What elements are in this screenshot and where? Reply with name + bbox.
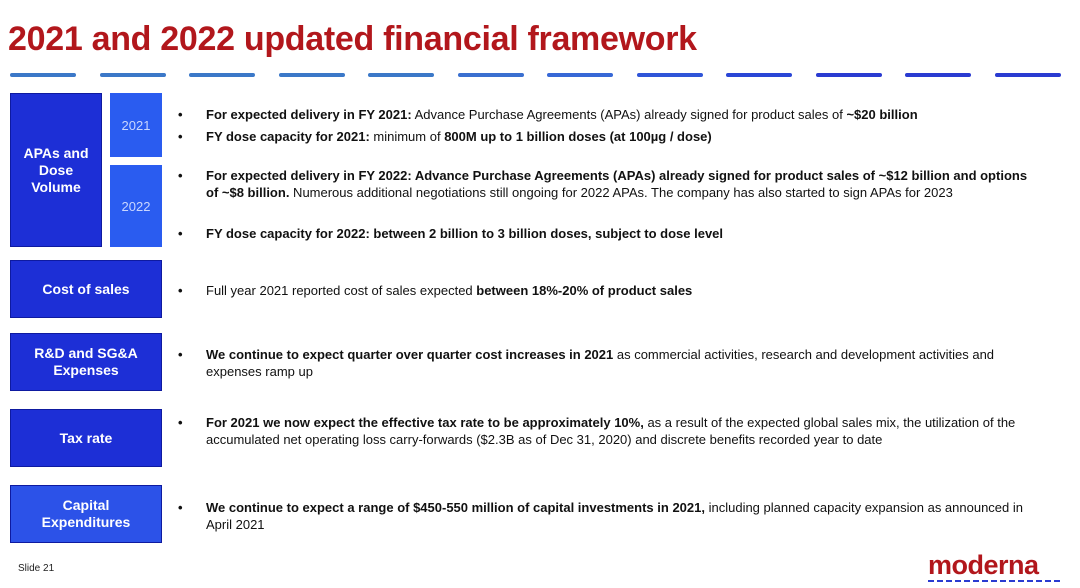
bullet-bold-text: between 18%-20% of product sales <box>476 283 693 298</box>
bullet-text: Numerous additional negotiations still ongoing for 2022 APAs. The company has also started to sign APAs for 2023 <box>289 185 953 200</box>
page-title: 2021 and 2022 updated financial framework <box>8 20 697 58</box>
bullet-bold-text: We continue to expect quarter over quarter cost increases in 2021 <box>206 347 614 362</box>
apas-dose-volume-label: APAs and Dose Volume <box>23 144 89 195</box>
bullet-glyph: • <box>178 168 183 183</box>
cost-of-sales-box <box>10 260 162 318</box>
title-dash <box>547 73 613 77</box>
apas-dose-volume-box <box>10 93 102 247</box>
bullet-glyph: • <box>178 226 183 241</box>
bullet-text: including planned capacity expansion as announced in April 2021 <box>206 500 1023 532</box>
rnd-sga-box <box>10 333 162 391</box>
title-dash <box>368 73 434 77</box>
apas-bullet-4 <box>178 225 1028 242</box>
bullet-text: minimum of <box>369 129 445 144</box>
bullet-bold-text: 800M up to 1 billion doses (at 100µg / dose) <box>444 129 712 144</box>
capital-expenditures-label: Capital Expenditures <box>41 497 131 530</box>
title-dash <box>189 73 255 77</box>
apas-bullet-1 <box>178 106 1028 123</box>
title-dash <box>637 73 703 77</box>
title-dash <box>726 73 792 77</box>
year-2021-label: 2021 <box>121 117 151 133</box>
bullet-bold-text: For 2021 we now expect the effective tax rate to be approximately 10%, <box>206 415 644 430</box>
bullet-text: as commercial activities, research and development activities and expenses ramp up <box>206 347 995 379</box>
rnd-sga-label: R&D and SG&A Expenses <box>34 345 138 378</box>
title-dash <box>100 73 166 77</box>
bullet-bold-text: For expected delivery in FY 2021: <box>206 107 412 122</box>
bullet-text: Advance Purchase Agreements (APAs) already signed for product sales of <box>411 107 847 122</box>
logo-underline-dashes <box>928 580 1060 582</box>
bullet-bold-text: ~$20 billion <box>846 107 918 122</box>
title-dash <box>279 73 345 77</box>
bullet-text: Full year 2021 reported cost of sales expected <box>206 283 477 298</box>
apas-bullet-2 <box>178 128 1028 145</box>
slide-number: Slide 21 <box>18 563 55 574</box>
cost-of-sales-label: Cost of sales <box>42 280 130 297</box>
bullet-bold-text: FY dose capacity for 2021: <box>206 129 370 144</box>
title-dash <box>10 73 76 77</box>
cost-of-sales-bullet <box>178 282 1028 299</box>
year-2021-box <box>110 93 162 157</box>
capital-expenditures-bullet <box>178 499 1028 533</box>
bullet-glyph: • <box>178 415 183 430</box>
title-dash <box>905 73 971 77</box>
bullet-text: as a result of the expected global sales mix, the utilization of the accumulated net operating loss carry-forwards ($2.3B as of Dec 31, 2020) and discrete benefits recorded year to date <box>206 415 1016 447</box>
bullet-bold-text: FY dose capacity for 2022: between 2 billion to 3 billion doses, subject to dose level <box>206 226 724 241</box>
bullet-glyph: • <box>178 283 183 298</box>
bullet-glyph: • <box>178 500 183 515</box>
apas-bullet-3 <box>178 167 1028 201</box>
year-2022-box <box>110 165 162 247</box>
title-underline-dashes <box>10 73 1062 79</box>
bullet-glyph: • <box>178 107 183 122</box>
title-dash <box>458 73 524 77</box>
year-2022-label: 2022 <box>121 198 151 214</box>
bullet-glyph: • <box>178 129 183 144</box>
bullet-bold-text: For expected delivery in FY 2022: Advance Purchase Agreements (APAs) already signed for product sales of ~$12 billion and options of ~$8 billion. <box>206 168 1028 200</box>
tax-rate-bullet <box>178 414 1028 448</box>
title-dash <box>816 73 882 77</box>
bullet-bold-text: We continue to expect a range of $450-550 million of capital investments in 2021, <box>206 500 705 515</box>
tax-rate-label: Tax rate <box>59 429 113 446</box>
title-dash <box>995 73 1061 77</box>
tax-rate-box <box>10 409 162 467</box>
moderna-logo: moderna <box>928 550 1039 580</box>
bullet-glyph: • <box>178 347 183 362</box>
rnd-sga-bullet <box>178 346 1028 380</box>
capital-expenditures-box <box>10 485 162 543</box>
